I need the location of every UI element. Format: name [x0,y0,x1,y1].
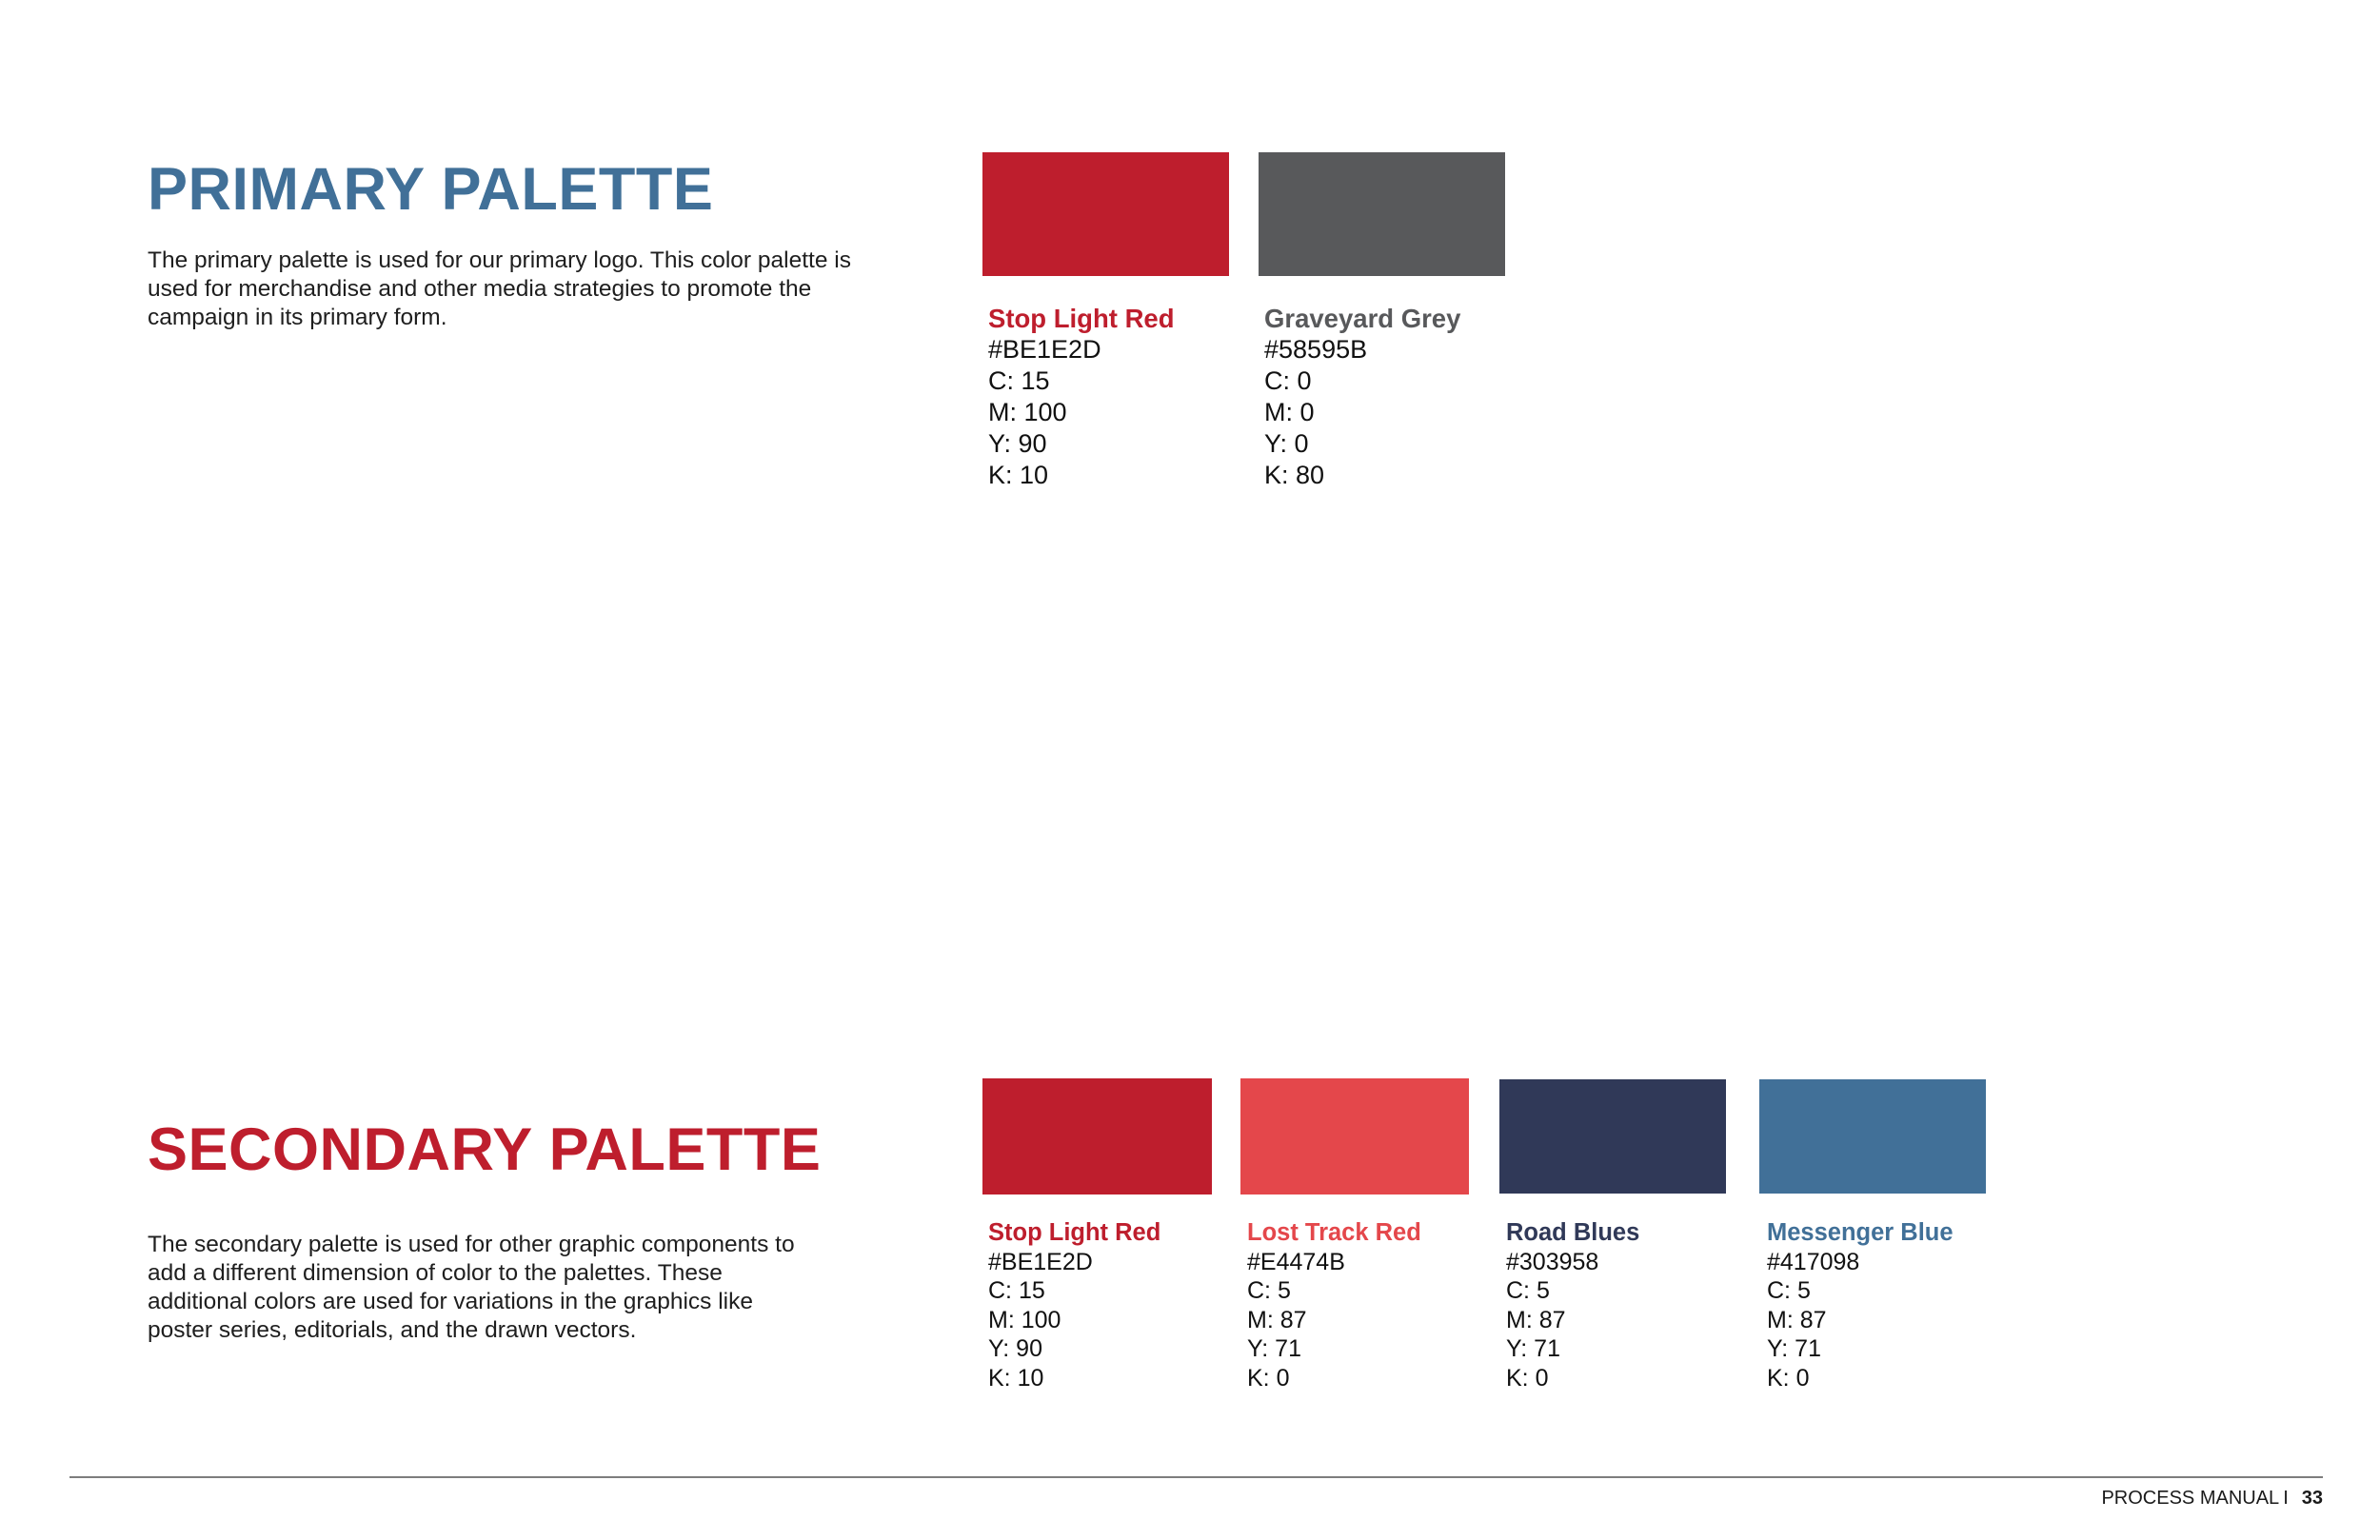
secondary-swatch-stop-light-red [982,1078,1212,1194]
color-magenta: M: 87 [1247,1306,1307,1333]
color-key: K: 0 [1506,1364,1549,1392]
color-hex: #303958 [1506,1248,1599,1275]
secondary-color-info-lost-track-red [1247,1218,1421,1392]
footer-label: PROCESS MANUAL [2101,1488,2280,1509]
color-key: K: 10 [988,461,1049,489]
color-cyan: C: 15 [988,366,1050,395]
color-magenta: M: 87 [1506,1306,1566,1333]
secondary-swatch-messenger-blue [1759,1079,1986,1194]
secondary-swatch-road-blues [1499,1079,1726,1194]
footer-divider [69,1476,2323,1478]
color-name: Stop Light Red [988,1219,1161,1246]
color-hex: #BE1E2D [988,1248,1093,1275]
page-footer [2101,1487,2323,1510]
secondary-color-info-messenger-blue [1767,1218,1954,1392]
color-cyan: C: 5 [1767,1277,1811,1304]
primary-swatch-graveyard-grey [1259,152,1505,276]
primary-color-info-graveyard-grey [1264,303,1460,491]
primary-swatch-stop-light-red [982,152,1229,276]
primary-palette-description: The primary palette is used for our primary logo. This color palette is used for merchandise and other media strategies to promote the campaign in its primary form. [148,247,851,330]
color-magenta: M: 87 [1767,1306,1827,1333]
secondary-color-info-road-blues [1506,1218,1639,1392]
color-hex: #58595B [1264,335,1368,364]
color-name: Graveyard Grey [1264,304,1461,333]
secondary-color-info-stop-light-red [988,1218,1160,1392]
color-yellow: Y: 0 [1264,429,1309,458]
color-name: Lost Track Red [1247,1219,1421,1246]
color-yellow: Y: 90 [988,429,1047,458]
color-hex: #417098 [1767,1248,1860,1275]
color-key: K: 0 [1247,1364,1290,1392]
color-magenta: M: 100 [988,1306,1061,1333]
primary-palette-title: PRIMARY PALETTE [148,156,714,223]
color-cyan: C: 5 [1506,1277,1550,1304]
color-cyan: C: 0 [1264,366,1312,395]
color-magenta: M: 100 [988,398,1067,426]
footer-separator: I [2283,1488,2289,1509]
primary-color-info-stop-light-red [988,303,1175,491]
color-name: Messenger Blue [1767,1219,1954,1246]
color-yellow: Y: 71 [1767,1335,1821,1362]
color-yellow: Y: 71 [1247,1335,1301,1362]
secondary-palette-description: The secondary palette is used for other graphic components to add a different dimension of color to the palettes. These additional colors are used for variations in the graphics like poster series, editorials, and the drawn vectors. [148,1232,795,1343]
secondary-palette-title: SECONDARY PALETTE [148,1116,822,1183]
color-key: K: 80 [1264,461,1325,489]
color-hex: #BE1E2D [988,335,1101,364]
color-cyan: C: 5 [1247,1277,1291,1304]
secondary-swatch-lost-track-red [1240,1078,1469,1194]
color-name: Road Blues [1506,1219,1640,1246]
color-name: Stop Light Red [988,304,1175,333]
color-magenta: M: 0 [1264,398,1315,426]
color-yellow: Y: 71 [1506,1335,1560,1362]
color-cyan: C: 15 [988,1277,1045,1304]
color-hex: #E4474B [1247,1248,1345,1275]
color-key: K: 10 [988,1364,1044,1392]
color-key: K: 0 [1767,1364,1810,1392]
page-number: 33 [2301,1488,2323,1509]
color-yellow: Y: 90 [988,1335,1042,1362]
